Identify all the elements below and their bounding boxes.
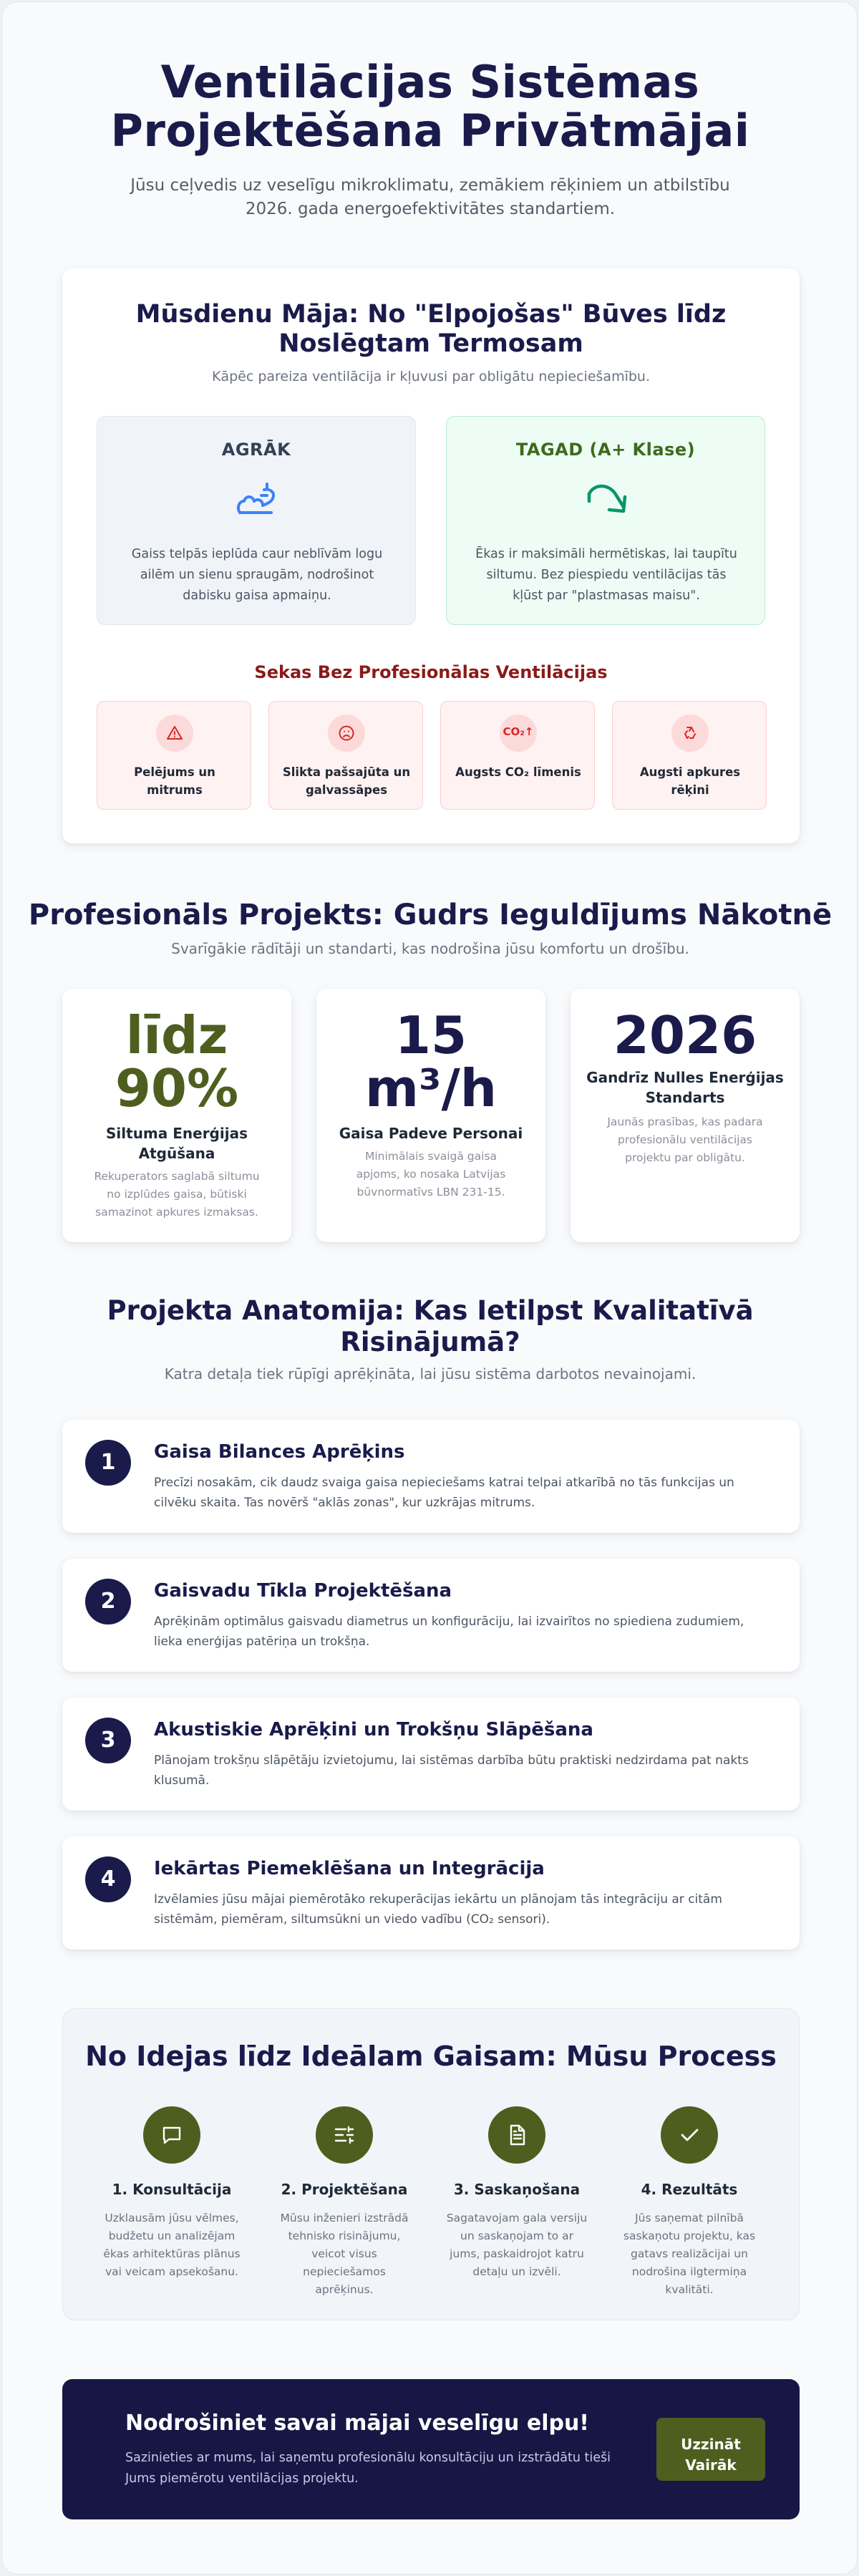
step-text: Plānojam trokšņu slāpētāju izvietojumu, lai sistēmas darbība būtu praktiski nedzirdama pat nakts klusumā. (154, 1753, 749, 1788)
document-icon (505, 2124, 528, 2146)
stat-value-line2: 90% (115, 1058, 239, 1118)
before-heading: AGRĀK (221, 440, 291, 460)
process-title: No Idejas līdz Ideālam Gaisam: Mūsu Process (85, 2040, 777, 2072)
investment-subtitle: Svarīgākie rādītāji un standarti, kas nodrošina jūsu komfortu un drošību. (171, 940, 689, 957)
now-panel (446, 416, 765, 625)
process-step-text: Sagatavojam gala versiju un saskaņojam to ar jums, paskaidrojot katru detaļu un izvēli. (446, 2212, 588, 2278)
consequences-title: Sekas Bez Profesionālas Ventilācijas (254, 662, 608, 682)
stat-value (316, 1005, 545, 1118)
consequence-label: Augsti apkures rēķini (639, 765, 741, 797)
consequence-heating-bills (612, 701, 767, 810)
stat-desc: Jaunās prasības, kas padara profesionālu ventilācijas projektu par obligātu. (607, 1115, 763, 1164)
list-settings-icon (333, 2124, 356, 2146)
step-text: Precīzi nosakām, cik daudz svaiga gaisa nepieciešams katrai telpai atkarībā no tās funkcijas un cilvēku skaita. Tas novērš "aklās zonas", kur uzkrājas mitrums. (154, 1476, 734, 1510)
comparison-subtitle: Kāpēc pareiza ventilācija ir kļuvusi par obligātu nepieciešamību. (211, 369, 650, 384)
cta-text: Sazinieties ar mums, lai saņemtu profesionālu konsultāciju un izstrādātu tieši Jums piemērotu ventilācijas projektu. (125, 2451, 611, 2486)
step-text: Izvēlamies jūsu mājai piemērotāko rekuperācijas iekārtu un plānojam tās integrāciju ar citām sistēmām, piemēram, siltumsūkni un viedo vadību (CO₂ sensori). (154, 1892, 722, 1927)
wind-icon (236, 480, 278, 523)
comparison-card (62, 268, 800, 843)
stat-card-air-supply (316, 989, 545, 1242)
process-step-title: 2. Projektēšana (281, 2181, 408, 2198)
sad-face-icon (338, 725, 355, 742)
learn-more-button[interactable] (656, 2418, 765, 2481)
process-step-text: Jūs saņemat pilnībā saskaņotu projektu, kas gatavs realizācijai un nodrošina ilgtermiņa kvalitāti. (623, 2212, 756, 2296)
check-icon (678, 2124, 701, 2146)
stat-title: Siltuma Enerģijas Atgūšana (106, 1125, 248, 1162)
comparison-title-line2: Noslēgtam Termosam (278, 329, 583, 358)
consequence-icon-bubble (156, 715, 193, 752)
stat-value-line1: 15 (394, 1005, 467, 1065)
anatomy-step-1 (62, 1420, 800, 1533)
cta-title: Nodrošiniet savai mājai veselīgu elpu! (125, 2411, 589, 2436)
process-step-text: Uzklausām jūsu vēlmes, budžetu un analizējam ēkas arhitektūras plānus vai veicam apsekošanu. (103, 2212, 241, 2278)
cta-banner (62, 2379, 800, 2519)
before-panel (97, 416, 416, 625)
anatomy-step-4 (62, 1836, 800, 1950)
chat-icon (160, 2124, 183, 2146)
process-icon-circle (316, 2106, 373, 2164)
co2-icon: CO₂↑ (503, 725, 534, 738)
anatomy-step-3 (62, 1698, 800, 1811)
before-text: Gaiss telpās ieplūda caur neblīvām logu ailēm un sienu spraugām, nodrošinot dabisku gaisa apmaiņu. (131, 547, 383, 603)
now-text: Ēkas ir maksimāli hermētiskas, lai taupītu siltumu. Bez piespiedu ventilācijas tās kļūst par "plastmasas maisu". (475, 547, 737, 603)
step-title: Gaisa Bilances Aprēķins (154, 1441, 405, 1463)
process-icon-circle (143, 2106, 200, 2164)
page-title-line1: Ventilācijas Sistēmas (160, 56, 700, 108)
step-title: Gaisvadu Tīkla Projektēšana (154, 1580, 452, 1602)
consequence-label: Augsts CO₂ līmenis (455, 765, 581, 779)
consequence-co2 (440, 701, 595, 810)
step-title: Akustiskie Aprēķini un Trokšņu Slāpēšana (154, 1719, 593, 1740)
stat-desc: Minimālais svaigā gaisa apjoms, ko nosaka Latvijas būvnormatīvs LBN 231-15. (356, 1150, 506, 1199)
stat-card-heat-recovery (62, 989, 291, 1242)
consequence-icon-bubble (328, 715, 365, 752)
consequence-label: Pelējums un mitrums (134, 765, 215, 797)
comparison-title-line1: Mūsdienu Māja: No "Elpojošas" Būves līdz (135, 300, 727, 329)
anatomy-step-2 (62, 1559, 800, 1672)
consequence-mold (97, 701, 251, 810)
comparison-title (62, 300, 800, 359)
step-number: 1 (85, 1440, 131, 1486)
warning-icon (166, 725, 183, 742)
learn-more-label-line1: Uzzināt (681, 2435, 741, 2453)
investment-title: Profesionāls Projekts: Gudrs Ieguldījums Nākotnē (28, 899, 833, 931)
anatomy-subtitle: Katra detaļa tiek rūpīgi aprēķināta, lai jūsu sistēma darbotos nevainojami. (164, 1365, 697, 1383)
hero-subtitle: Jūsu ceļvedis uz veselīgu mikroklimatu, zemākiem rēķiniem un atbilstību 2026. gada energoefektivitātes standartiem. (130, 176, 730, 218)
step-text: Aprēķinām optimālus gaisvadu diametrus un konfigurāciju, lai izvairītos no spiediena zudumiem, lieka enerģijas patēriņa un trokšņa. (154, 1614, 744, 1649)
stat-title: Gandrīz Nulles Enerģijas Standarts (586, 1069, 784, 1106)
now-heading: TAGAD (A+ Klase) (515, 440, 696, 460)
redirect-arrow-icon (585, 480, 628, 523)
anatomy-title (2, 1295, 858, 1358)
stat-title: Gaisa Padeve Personai (339, 1125, 523, 1142)
process-step-title: 1. Konsultācija (112, 2181, 232, 2198)
stat-value-line2: m³/h (364, 1058, 498, 1118)
stat-value: 2026 (613, 1005, 757, 1065)
page-title-line2: Projektēšana Privātmājai (110, 105, 750, 157)
stat-value (62, 1005, 291, 1118)
process-icon-circle (661, 2106, 718, 2164)
step-title: Iekārtas Piemeklēšana un Integrācija (154, 1858, 545, 1879)
consequence-headache (268, 701, 423, 810)
stat-card-standard (571, 989, 800, 1242)
process-step-text: Mūsu inženieri izstrādā tehnisko risinājumu, veicot visus nepieciešamos aprēķinus. (280, 2212, 409, 2296)
learn-more-label-line2: Vairāk (685, 2456, 737, 2474)
process-section (62, 2008, 800, 2320)
consequence-icon-bubble (671, 715, 709, 752)
recycle-icon (681, 725, 699, 742)
anatomy-title-line2: Risinājumā? (340, 1327, 520, 1357)
process-step-title: 4. Rezultāts (641, 2181, 738, 2198)
step-number: 2 (85, 1579, 131, 1624)
stat-desc: Rekuperators saglabā siltumu no izplūdes gaisa, būtiski samazinot apkures izmaksas. (94, 1170, 260, 1219)
anatomy-title-line1: Projekta Anatomija: Kas Ietilpst Kvalitatīvā (107, 1295, 754, 1326)
consequence-label: Slikta pašsajūta un galvassāpes (282, 765, 411, 797)
page-title (2, 58, 858, 155)
hero (2, 58, 858, 221)
step-number: 3 (85, 1718, 131, 1763)
step-number: 4 (85, 1856, 131, 1902)
process-icon-circle (488, 2106, 545, 2164)
stat-value-line1: līdz (125, 1005, 228, 1065)
page (1, 1, 858, 2575)
process-step-title: 3. Saskaņošana (453, 2181, 581, 2198)
consequence-icon-bubble (500, 715, 537, 752)
